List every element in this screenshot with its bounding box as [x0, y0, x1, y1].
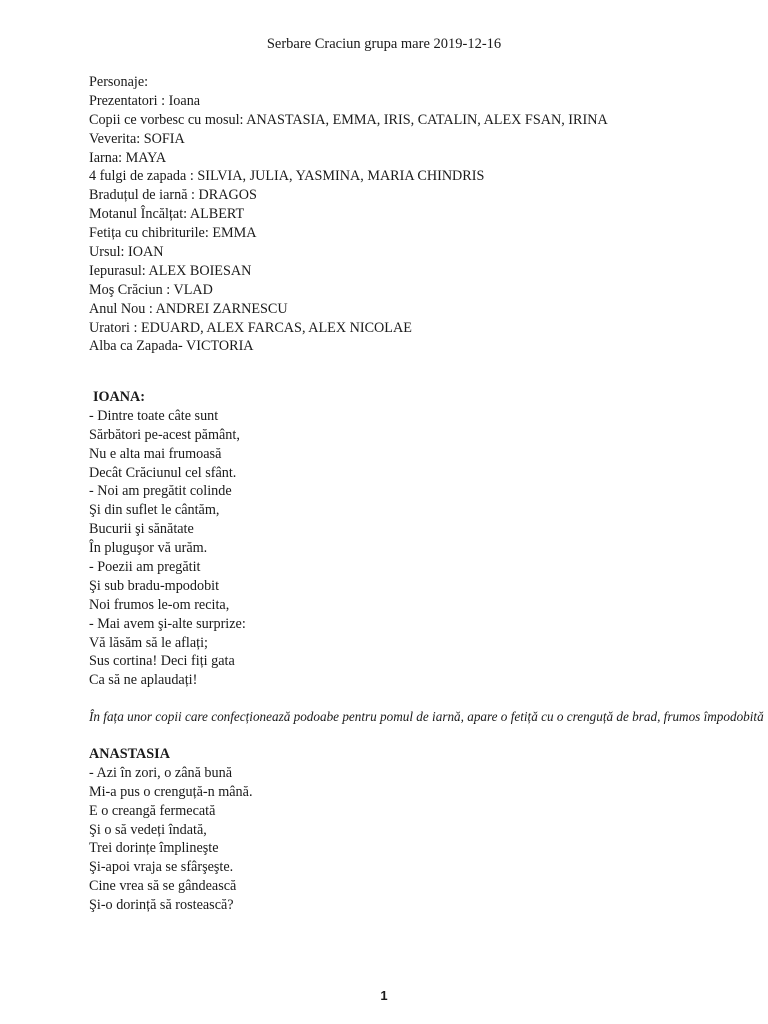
verse-line: Sărbători pe-acest pământ,: [89, 426, 240, 443]
verse-line: Şi-apoi vraja se sfârşeşte.: [89, 859, 234, 876]
cast-entry: Alba ca Zapada- VICTORIA: [89, 338, 254, 355]
section-ioana: [89, 388, 729, 690]
cast-entry: Copii ce vorbesc cu mosul: ANASTASIA, EMMA, IRIS, CATALIN, ALEX FSAN, IRINA: [89, 111, 608, 128]
cast-entry: Veverita: SOFIA: [89, 130, 185, 147]
verse-line: Vă lăsăm să le aflați;: [89, 634, 208, 651]
speaker-name: ANASTASIA: [89, 746, 170, 762]
cast-entry: Fetița cu chibriturile: EMMA: [89, 225, 257, 242]
verse-line: - Azi în zori, o zână bună: [89, 764, 233, 781]
verse-line: Trei dorințe împlineşte: [89, 840, 219, 857]
speaker-name: IOANA:: [93, 389, 146, 405]
verse-line: Şi o să vedeți îndată,: [89, 821, 207, 838]
verse-line: Ca să ne aplaudați!: [89, 672, 198, 689]
cast-entry: Braduțul de iarnă : DRAGOS: [89, 187, 257, 204]
cast-entry: Prezentatori : Ioana: [89, 92, 201, 109]
verse-line: În pluguşor vă urăm.: [89, 540, 208, 557]
verse-line: - Mai avem şi-alte surprize:: [89, 615, 246, 632]
verse-line: Mi-a pus o crenguță-n mână.: [89, 783, 253, 800]
cast-list: [89, 73, 729, 356]
page-number: 1: [380, 988, 388, 1003]
stage-direction: În fața unor copii care confecționează podoabe pentru pomul de iarnă, apare o fetiță cu o crenguță de brad, frumos împodobită: [89, 709, 764, 724]
verse-line: - Poezii am pregătit: [89, 559, 201, 576]
verse-line: Cine vrea să se gândească: [89, 878, 237, 895]
cast-entry: 4 fulgi de zapada : SILVIA, JULIA, YASMINA, MARIA CHINDRIS: [89, 168, 485, 185]
verse-line: Şi din suflet le cântăm,: [89, 502, 220, 519]
cast-heading: Personaje:: [89, 74, 149, 90]
verse-line: Bucurii şi sănătate: [89, 521, 194, 538]
cast-entry: Motanul Încălțat: ALBERT: [89, 206, 245, 223]
verse-line: Şi-o dorință să rostească?: [89, 897, 234, 914]
document-title: Serbare Craciun grupa mare 2019-12-16: [266, 36, 502, 52]
cast-entry: Moş Crăciun : VLAD: [89, 281, 213, 298]
verse-line: - Dintre toate câte sunt: [89, 407, 219, 424]
cast-entry: Uratori : EDUARD, ALEX FARCAS, ALEX NICOLAE: [89, 319, 412, 336]
verse-line: Şi sub bradu-mpodobit: [89, 577, 220, 594]
cast-entry: Iepurasul: ALEX BOIESAN: [89, 262, 252, 279]
verse-line: - Noi am pregătit colinde: [89, 483, 232, 500]
section-anastasia: [89, 745, 729, 915]
verse-line: Noi frumos le-om recita,: [89, 596, 230, 613]
cast-entry: Anul Nou : ANDREI ZARNESCU: [89, 300, 288, 317]
verse-line: Decât Crăciunul cel sfânt.: [89, 464, 237, 481]
verse-line: E o creangă fermecată: [89, 802, 216, 819]
cast-entry: Ursul: IOAN: [89, 244, 164, 261]
cast-entry: Iarna: MAYA: [89, 149, 167, 166]
verse-line: Sus cortina! Deci fiți gata: [89, 653, 235, 670]
verse-line: Nu e alta mai frumoasă: [89, 445, 222, 462]
